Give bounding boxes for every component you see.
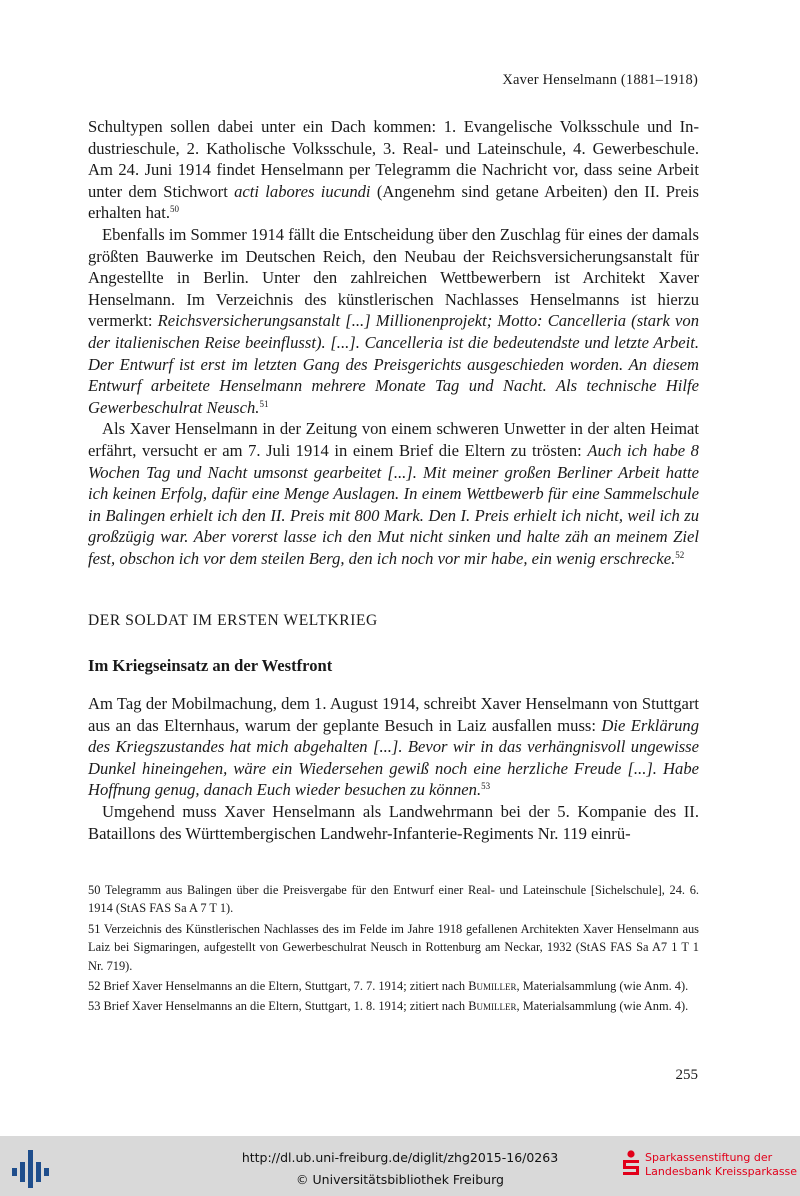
viewer-footer [0, 1136, 800, 1196]
sponsor-line-1: Sparkassenstiftung der [645, 1151, 773, 1164]
running-header: Xaver Henselmann (1881–1918) [502, 72, 698, 88]
subsection-heading: Im Kriegseinsatz an der Westfront [88, 656, 333, 675]
author-name: Bumiller [468, 999, 517, 1014]
italic-quote: Die Erklärung des Kriegszustandes hat mich abgehalten [...]. Bevor wir in das verhängnisvoll ungewisse Dunkel hineingehen, wäre ein Wiedersehen gewiß noch eine herzliche Freude [...]. Habe Hoffnung genug, danach Euch wieder besuchen zu können. [88, 715, 700, 800]
text-run: 52 Brief Xaver Henselmanns an die Eltern, Stuttgart, 7. 7. 1914; zitiert nach [88, 979, 469, 994]
text-run: , Materialsammlung (wie Anm. 4). [516, 979, 689, 994]
footnote-ref: 51 [259, 398, 269, 409]
sponsor-line-2: Landesbank Kreissparkasse [645, 1165, 798, 1178]
paragraph [88, 418, 699, 569]
text-run: 50 Telegramm aus Balingen über die Preisvergabe für den Entwurf einer Real- und Lateinschule [Sichelschule], 24. 6. 1914 (StAS FAS Sa A 7 T 1). [88, 883, 699, 916]
sponsor-text [645, 1151, 800, 1179]
permalink-url[interactable]: http://dl.ub.uni-freiburg.de/diglit/zhg2015-16/0263 [241, 1150, 559, 1165]
footnote [88, 881, 699, 918]
text-run: 51 Verzeichnis des Künstlerischen Nachlasses des im Felde im Jahre 1918 gefallenen Architekten Xaver Henselmann aus Laiz bei Sigmaringen, aufgestellt von Gewerbeschulrat Neusch in Rottenburg am Neckar, 1932 (StAS FAS Sa A7 1 T 1 Nr. 719). [88, 921, 699, 973]
paragraph [88, 801, 699, 844]
author-name: Bumiller [468, 979, 517, 994]
italic-quote: Auch ich habe 8 Wochen Tag und Nacht umsonst gearbeitet [...]. Mit meiner großen Berliner Arbeit hatte ich keinen Erfolg, dafür eine Menge Auslagen. In einem Wettbewerb für eine Sammelschule in Balingen erhielt ich den II. Preis mit 800 Mark. Den I. Preis erhielt ich nicht, weil ich zu großzügig war. Aber vorerst lasse ich den Mut nicht sinken und halte zäh an meinem Ziel fest, obschon ich vor dem steilen Berg, den ich noch vor mir habe, ein wenig erschrecke. [88, 440, 699, 568]
italic-quote: Reichsversicherungsanstalt [...] Millionenprojekt; Motto: Cancelleria (stark von der italienischen Reise beeinflusst). [...]. Cancelleria ist die bedeutendste und letzte Arbeit. Der Entwurf ist erst im letzten Gang des Preisgerichts ausgeschieden worden. An diesem Entwurf arbeitete Henselmann mehrere Monate Tag und Nacht. Als technische Hilfe Gewerbeschulrat Neusch. [88, 311, 700, 417]
text-run: Ebenfalls im Sommer 1914 fällt die Entscheidung über den Zuschlag für eines der damals größten Bauwerke im Deutschen Reich, den Neubau der Reichsversicherungsanstalt für Angestellte in Berlin. Unter den zahlreichen Wettbewerbern ist Architekt Xaver Henselmann. Im Verzeichnis des künstlerischen Nachlasses Henselmanns ist hierzu vermerkt: [88, 224, 699, 331]
footnote [88, 977, 699, 995]
text-run: Als Xaver Henselmann in der Zeitung von einem schweren Unwetter in der alten Heimat erfährt, versucht er am 7. Juli 1914 in einem Brief die Eltern zu trösten: [88, 419, 699, 460]
footnote [88, 997, 699, 1015]
paragraph [88, 116, 699, 224]
footnote-ref: 50 [170, 204, 180, 215]
footnotes [88, 881, 699, 1018]
text-run: Am Tag der Mobilmachung, dem 1. August 1914, schreibt Xaver Henselmann von Stuttgart aus an das Elternhaus, warum der geplante Besuch in Laiz ausfallen muss: [88, 694, 699, 735]
copyright-notice: © Universitätsbibliothek Freiburg [296, 1172, 504, 1187]
text-run: , Materialsammlung (wie Anm. 4). [516, 999, 689, 1014]
section-heading: DER SOLDAT IM ERSTEN WELTKRIEG [88, 612, 378, 629]
paragraph [88, 693, 699, 801]
footnote [88, 920, 699, 975]
body-text-bottom [88, 693, 699, 844]
body-text-top [88, 116, 699, 569]
text-run: (Angenehm sind getane Arbeiten) den II. Preis erhalten hat. [88, 181, 699, 223]
italic-quote: acti labores iucundi [234, 181, 371, 201]
text-run: Schultypen sollen dabei unter ein Dach kommen: 1. Evangelische Volksschule und Industrieschule, 2. Katholische Volksschule, 3. Real- und Lateinschule, 4. Gewerbeschule. Am 24. Juni 1914 findet Henselmann per Telegramm die Nachricht vor, dass seine Arbeit unter dem Stichwort [88, 117, 699, 201]
paragraph [88, 224, 699, 418]
sparkasse-s-icon [620, 1150, 642, 1180]
footnote-ref: 52 [675, 549, 685, 560]
page-number: 255 [675, 1067, 698, 1083]
text-run: Umgehend muss Xaver Henselmann als Landwehrmann bei der 5. Kompanie des II. Bataillons des Württembergischen Landwehr-Infanterie-Regiments Nr. 119 einrü- [88, 801, 699, 843]
text-run: 53 Brief Xaver Henselmanns an die Eltern, Stuttgart, 1. 8. 1914; zitiert nach [88, 999, 469, 1014]
footnote-ref: 53 [481, 781, 491, 792]
